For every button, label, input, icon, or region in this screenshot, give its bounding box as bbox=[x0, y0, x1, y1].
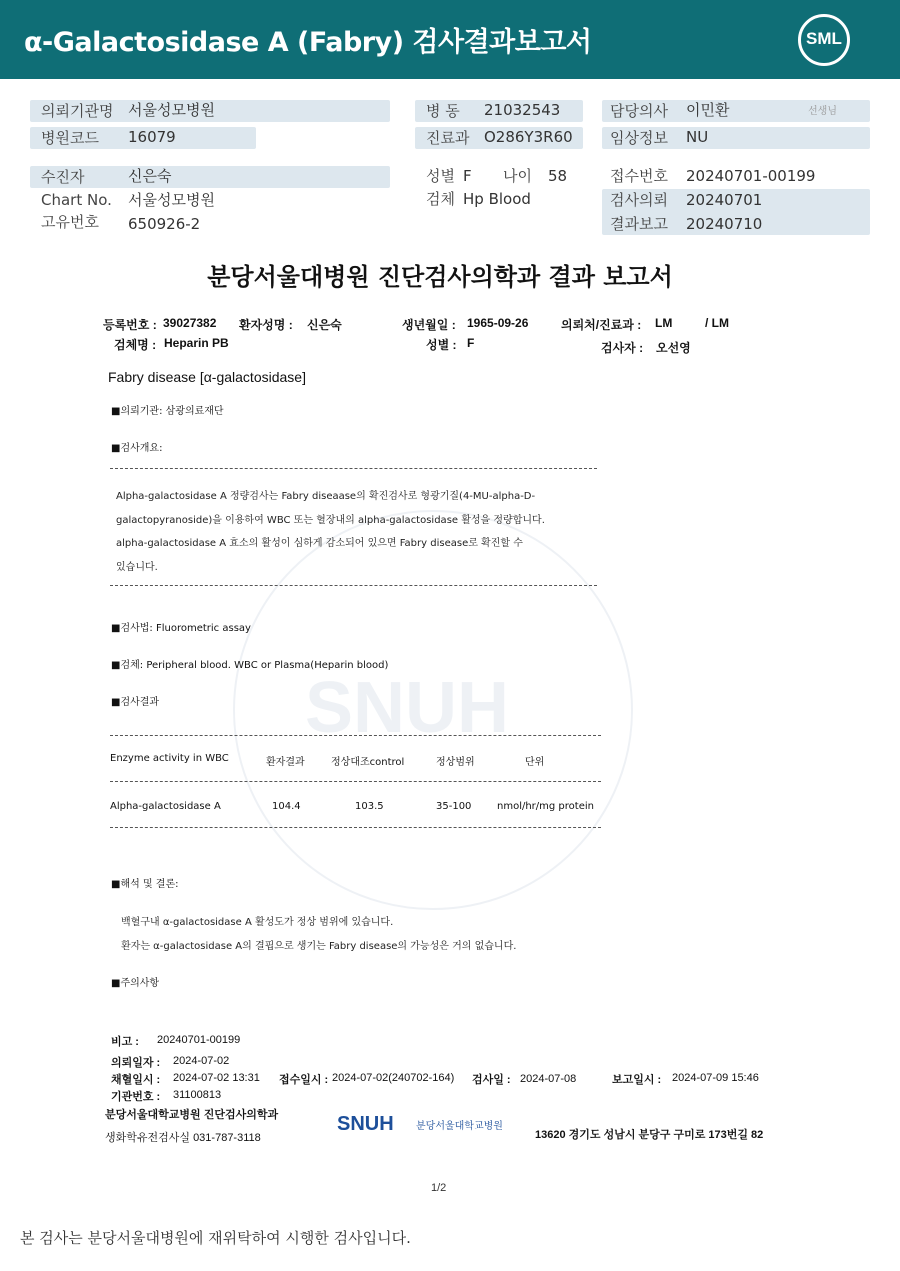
interp-line: 환자는 α-galactosidase A의 결핍으로 생기는 Fabry disease의 가능성은 거의 없습니다. bbox=[121, 941, 517, 952]
lab-name: 분당서울대학교병원 진단검사의학과 bbox=[105, 1109, 279, 1121]
overview-line: 있습니다. bbox=[116, 562, 158, 573]
pname-label: 환자성명 : bbox=[239, 318, 293, 332]
report-value: 20240710 bbox=[686, 215, 763, 233]
divider bbox=[110, 468, 597, 469]
hospital-code-label: 병원코드 bbox=[41, 129, 99, 147]
result-header-cell: 정상대조control bbox=[331, 757, 405, 768]
specimen-value: Hp Blood bbox=[463, 190, 531, 208]
age-value: 58 bbox=[548, 167, 568, 185]
draw-value: 2024-07-02 13:31 bbox=[173, 1072, 260, 1084]
patient-value: 신은숙 bbox=[128, 167, 172, 185]
req-dept-value-2: / LM bbox=[705, 316, 729, 330]
sex-value: F bbox=[463, 167, 472, 185]
requesting-org-label: 의뢰기관명 bbox=[41, 102, 114, 120]
hospital-code-value: 16079 bbox=[128, 128, 176, 146]
interp-heading: ■해석 및 결론: bbox=[111, 879, 179, 890]
remark-label: 비고 : bbox=[111, 1036, 139, 1048]
report-date-label: 보고일시 : bbox=[612, 1074, 662, 1086]
lab-phone: 생화학유전검사실 031-787-3118 bbox=[105, 1132, 261, 1144]
dob-label: 생년월일 : bbox=[402, 318, 456, 332]
requesting-org-value: 서울성모병원 bbox=[128, 101, 215, 119]
doctor-value: 이민환 bbox=[686, 101, 730, 119]
chart-label: Chart No. bbox=[41, 191, 112, 209]
sex-label: 성별 bbox=[426, 167, 455, 185]
overview-line: galactopyranoside)을 이용하여 WBC 또는 혈장내의 alpha-galactosidase 활성을 정량합니다. bbox=[116, 515, 545, 526]
result-header-cell: 정상범위 bbox=[436, 757, 475, 768]
report-date-value: 2024-07-09 15:46 bbox=[672, 1072, 759, 1084]
snuh-watermark bbox=[233, 510, 633, 910]
divider bbox=[110, 781, 601, 782]
receipt-value: 20240701-00199 bbox=[686, 167, 816, 185]
unique-value: 650926-2 bbox=[128, 215, 201, 233]
specimen-line: ■검체: Peripheral blood. WBC or Plasma(Heparin blood) bbox=[111, 660, 389, 671]
clinical-label: 임상정보 bbox=[610, 129, 668, 147]
inst-value: 31100813 bbox=[173, 1089, 222, 1101]
result-cell: Alpha-galactosidase A bbox=[110, 801, 221, 812]
recv-value: 2024-07-02(240702-164) bbox=[332, 1072, 455, 1084]
patient-label: 수진자 bbox=[41, 168, 85, 186]
result-cell: nmol/hr/mg protein bbox=[497, 801, 594, 812]
sml-logo-text: SML bbox=[806, 29, 842, 48]
spec-value: Heparin PB bbox=[164, 336, 229, 350]
report-title: α-Galactosidase A (Fabry) 검사결과보고서 bbox=[24, 27, 592, 58]
result-cell: 104.4 bbox=[272, 801, 301, 812]
receipt-label: 접수번호 bbox=[610, 167, 668, 185]
unique-label: 고유번호 bbox=[41, 213, 99, 231]
sml-logo bbox=[798, 14, 850, 66]
spec-label: 검체명 : bbox=[114, 338, 157, 352]
snuh-logo: SNUH bbox=[337, 1113, 394, 1135]
method-line: ■검사법: Fluorometric assay bbox=[111, 623, 251, 634]
test-date-value: 2024-07-08 bbox=[520, 1073, 577, 1085]
footer-note: 본 검사는 분당서울대병원에 재위탁하여 시행한 검사입니다. bbox=[20, 1229, 411, 1247]
result-header-cell: Enzyme activity in WBC bbox=[110, 753, 229, 764]
ward-value: 21032543 bbox=[484, 101, 561, 119]
draw-label: 채혈일시 : bbox=[111, 1074, 161, 1086]
doc-title: 분당서울대병원 진단검사의학과 결과 보고서 bbox=[207, 263, 673, 291]
result-header-cell: 단위 bbox=[525, 757, 545, 768]
report-header bbox=[0, 0, 900, 79]
tester-value: 오선영 bbox=[656, 341, 691, 355]
overview-heading: ■검사개요: bbox=[111, 443, 163, 454]
org-line: ■의뢰기관: 삼광의료재단 bbox=[111, 406, 224, 417]
doc-sex-value: F bbox=[467, 336, 475, 350]
remark-value: 20240701-00199 bbox=[157, 1034, 241, 1046]
req-dept-label: 의뢰처/진료과 : bbox=[561, 318, 642, 332]
report-label: 결과보고 bbox=[610, 215, 668, 233]
req-date-value: 2024-07-02 bbox=[173, 1055, 230, 1067]
specimen-label: 검체 bbox=[426, 190, 455, 208]
interp-line: 백혈구내 α-galactosidase A 활성도가 정상 범위에 있습니다. bbox=[121, 917, 394, 928]
inst-label: 기관번호 : bbox=[111, 1091, 161, 1103]
embedded-report bbox=[0, 240, 900, 1215]
watermark-text: SNUH bbox=[305, 668, 510, 748]
req-date-label: 의뢰일자 : bbox=[111, 1057, 161, 1069]
divider bbox=[110, 585, 597, 586]
request-value: 20240701 bbox=[686, 191, 763, 209]
test-date-label: 검사일 : bbox=[472, 1074, 511, 1086]
result-cell: 103.5 bbox=[355, 801, 384, 812]
tester-label: 검사자 : bbox=[601, 341, 644, 355]
request-label: 검사의뢰 bbox=[610, 191, 668, 209]
req-dept-value: LM bbox=[655, 316, 673, 330]
doc-sex-label: 성별 : bbox=[426, 338, 457, 352]
snuh-hospital-name: 분당서울대학교병원 bbox=[416, 1121, 503, 1132]
reg-label: 등록번호 : bbox=[103, 318, 157, 332]
result-cell: 35-100 bbox=[436, 801, 472, 812]
result-heading: ■검사결과 bbox=[111, 697, 160, 708]
notes-heading: ■주의사항 bbox=[111, 978, 160, 989]
result-header-cell: 환자결과 bbox=[266, 757, 305, 768]
dept-value: O286Y3R60 bbox=[484, 128, 573, 146]
test-name: Fabry disease [α-galactosidase] bbox=[108, 369, 306, 385]
page-number: 1/2 bbox=[431, 1182, 447, 1194]
lab-address: 13620 경기도 성남시 분당구 구미로 173번길 82 bbox=[535, 1129, 764, 1141]
dept-label: 진료과 bbox=[426, 129, 470, 147]
clinical-value: NU bbox=[686, 128, 709, 146]
divider bbox=[110, 827, 601, 828]
age-label: 나이 bbox=[503, 167, 532, 185]
reg-value: 39027382 bbox=[163, 316, 217, 330]
overview-line: Alpha-galactosidase A 정량검사는 Fabry diseaase의 확진검사로 형광기질(4-MU-alpha-D- bbox=[116, 491, 536, 502]
pname-value: 신은숙 bbox=[307, 318, 342, 332]
doctor-suffix: 선생님 bbox=[808, 106, 837, 117]
overview-line: alpha-galactosidase A 효소의 활성이 심하게 감소되어 있으면 Fabry disease로 확진할 수 bbox=[116, 538, 523, 549]
ward-label: 병 동 bbox=[426, 102, 460, 120]
chart-value: 서울성모병원 bbox=[128, 191, 215, 209]
dob-value: 1965-09-26 bbox=[467, 316, 529, 330]
recv-label: 접수일시 : bbox=[279, 1074, 329, 1086]
doctor-label: 담당의사 bbox=[610, 102, 668, 120]
divider bbox=[110, 735, 601, 736]
